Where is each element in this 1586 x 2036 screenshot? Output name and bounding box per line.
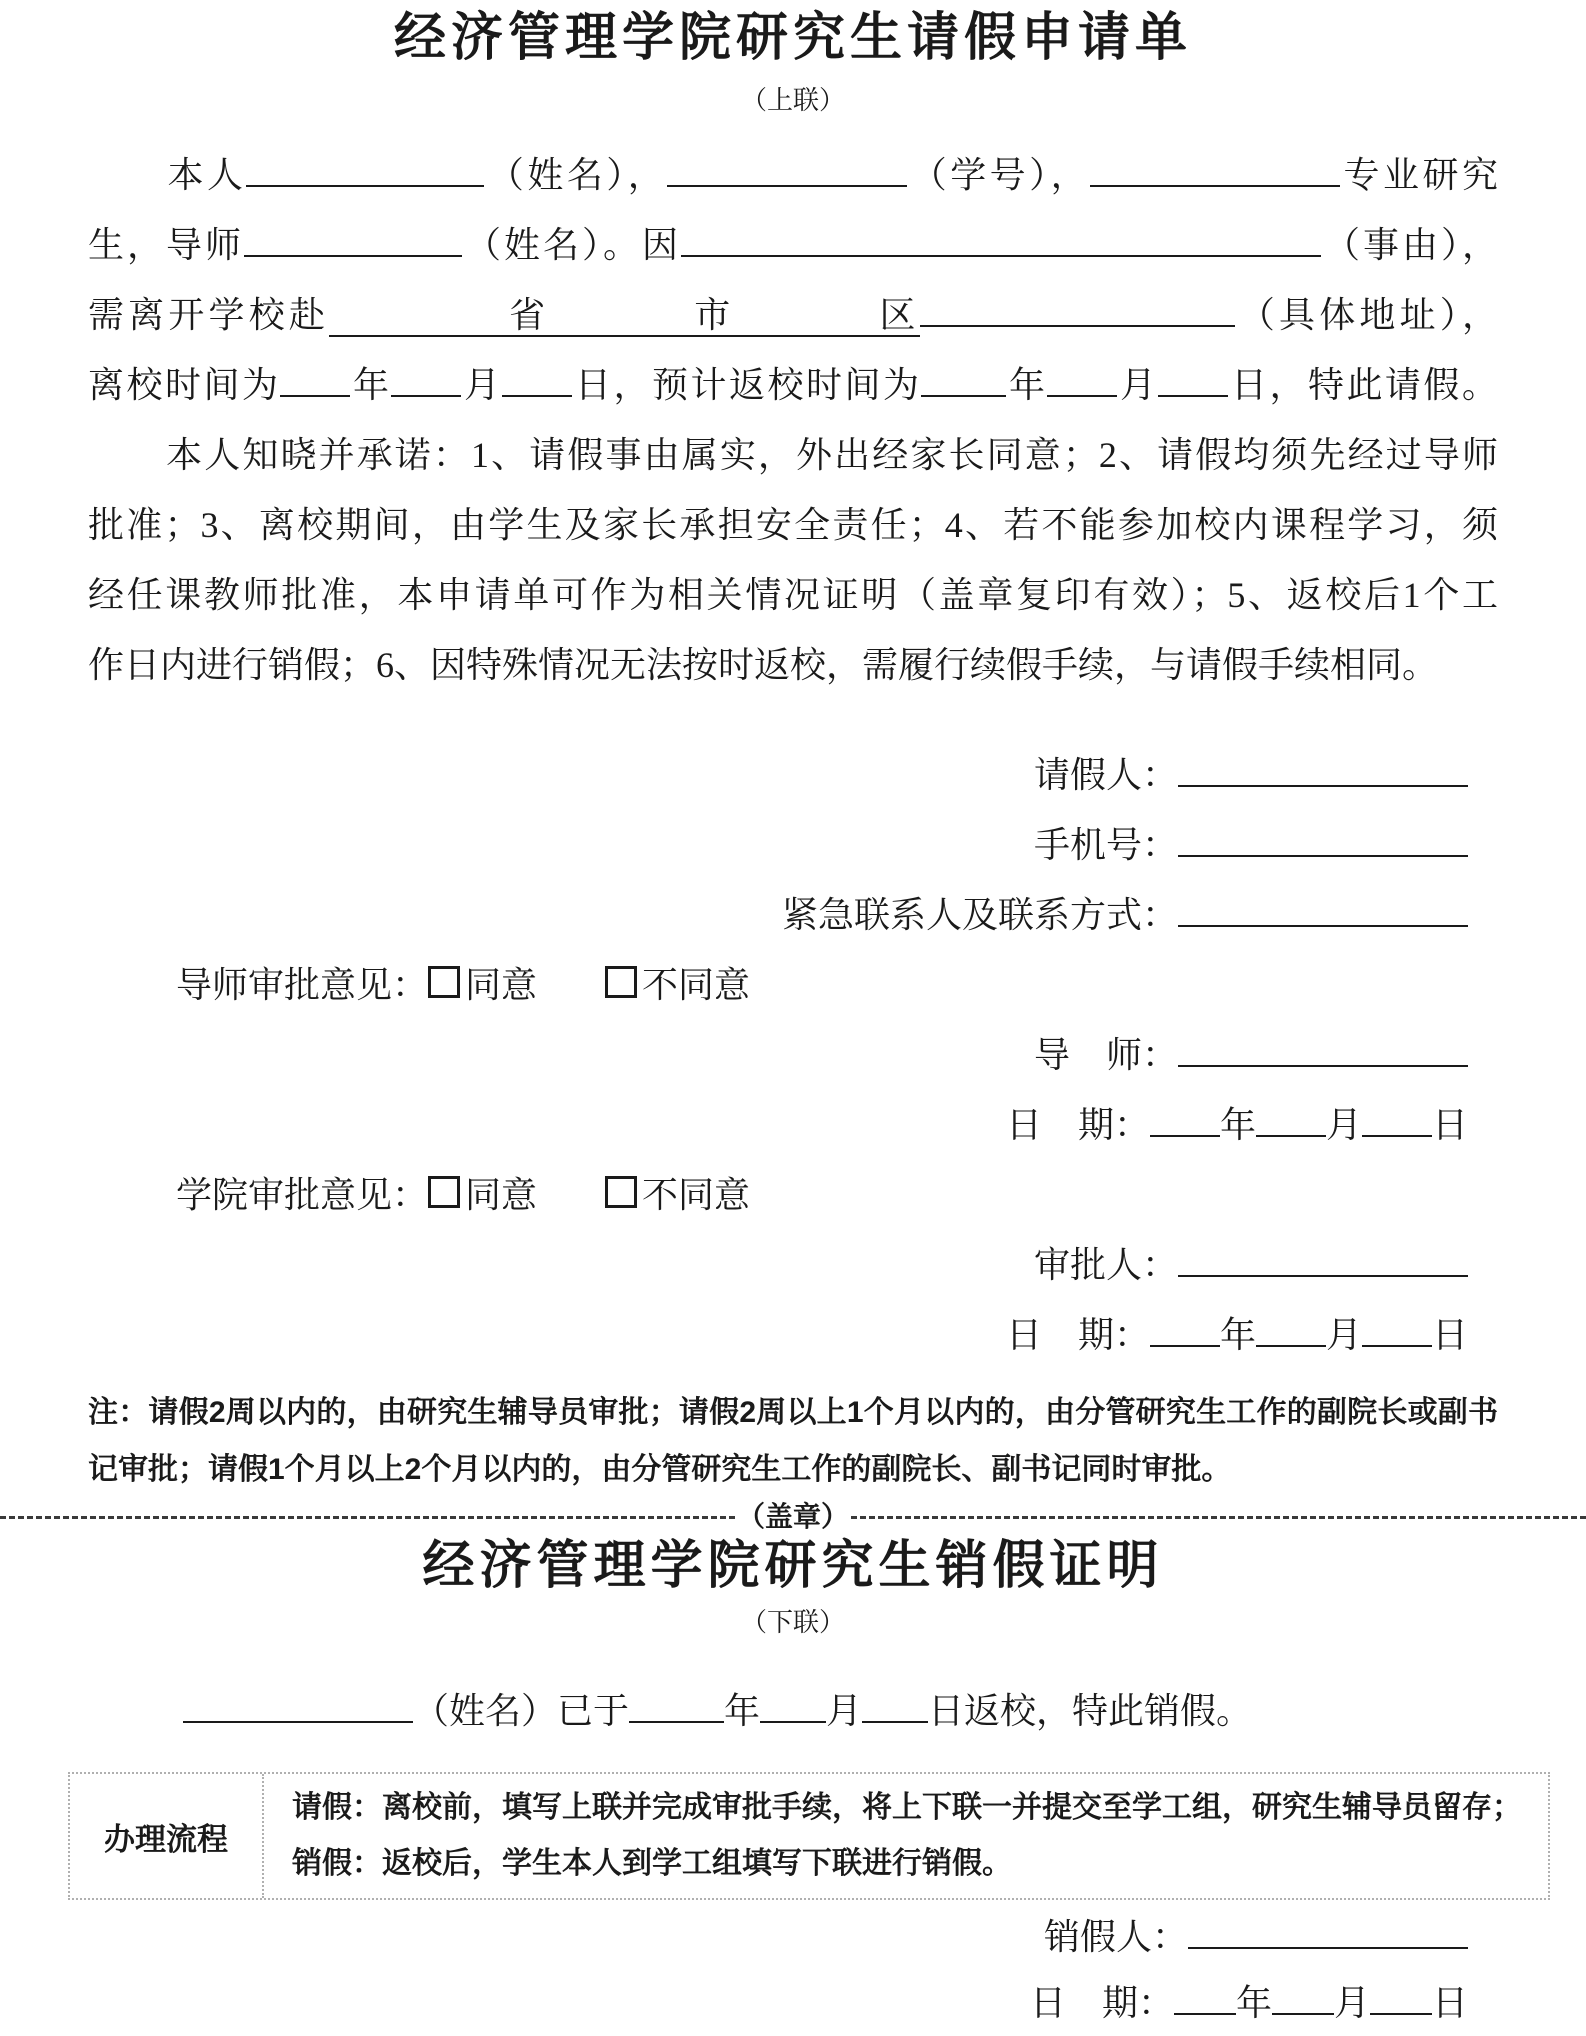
return-year-blank[interactable]: [921, 361, 1006, 397]
return-tail: 日返校，特此销假。: [928, 1691, 1253, 1731]
seal-label: （盖章）: [737, 1501, 850, 1532]
leave-month-blank[interactable]: [391, 361, 461, 397]
college-signature-row: [88, 1230, 1498, 1300]
phone-row: [88, 810, 1498, 880]
cancel-day: 日: [1431, 1983, 1468, 2023]
major-blank[interactable]: [1090, 151, 1340, 187]
return-month: 月: [826, 1691, 863, 1731]
college-date-year-blank[interactable]: [1150, 1311, 1220, 1347]
cancel-year: 年: [1235, 1983, 1272, 2023]
cancel-day-blank[interactable]: [1370, 1979, 1432, 2015]
mentor-date-day: 日: [1431, 1105, 1468, 1145]
lower-form-subtitle: （下联）: [740, 1608, 845, 1637]
dashed-line-right: [851, 1516, 1586, 1519]
return-year-blank[interactable]: [629, 1687, 724, 1723]
applicant-signature-blank[interactable]: [1178, 751, 1468, 787]
return-year: 年: [724, 1691, 761, 1731]
mentor-date-month-blank[interactable]: [1256, 1101, 1326, 1137]
process-line-1: 请假：离校前，填写上联并完成审批手续，将上下联一并提交至学工组，研究生辅导员留存；: [292, 1791, 1522, 1824]
note-line-1: [88, 1384, 1498, 1441]
upper-form-subtitle: （上联）: [740, 86, 845, 115]
text-destination-lead: 需离开学校赴: [88, 295, 330, 335]
info-line-4: [88, 350, 1498, 420]
return-day-blank[interactable]: [862, 1687, 928, 1723]
text-address-hint: （具体地址），: [1234, 295, 1498, 335]
text-year-2: 年: [1006, 365, 1048, 405]
mentor-agree-checkbox[interactable]: [428, 966, 460, 998]
mentor-date-label: 日 期：: [1005, 1105, 1150, 1145]
emergency-contact-label: 紧急联系人及联系方式：: [781, 895, 1178, 935]
upper-form-title: 经济管理学院研究生请假申请单: [393, 10, 1192, 67]
note-text-2: 记审批；请假1个月以上2个月以内的，由分管研究生工作的副院长、副书记同时审批。: [88, 1453, 1232, 1486]
mentor-date-day-blank[interactable]: [1362, 1101, 1432, 1137]
text-district: 区: [879, 295, 920, 335]
return-name-hint: （姓名）已于: [413, 1691, 630, 1731]
mentor-name-blank[interactable]: [244, 221, 462, 257]
signature-approval-block: [88, 740, 1498, 1370]
college-agree-label: 同意: [465, 1175, 538, 1215]
mentor-disagree-label: 不同意: [642, 965, 751, 1005]
promise-text-4: 作日内进行销假；6、因特殊情况无法按时返校，需履行续假手续，与请假手续相同。: [88, 645, 1439, 685]
text-name-hint: （姓名），: [484, 155, 668, 195]
college-date-day: 日: [1431, 1315, 1468, 1355]
info-line-2: [88, 210, 1498, 280]
text-leave-time-lead: 离校时间为: [88, 365, 281, 405]
phone-label: 手机号：: [1033, 825, 1178, 865]
process-box: [68, 1772, 1550, 1900]
return-day-blank[interactable]: [1158, 361, 1228, 397]
mentor-date-month: 月: [1325, 1105, 1362, 1145]
promise-text-1: 本人知晓并承诺：1、请假事由属实，外出经家长同意；2、请假均须先经过导师: [164, 435, 1498, 475]
text-mentor-hint: （姓名）。因: [462, 225, 681, 265]
college-signature-blank[interactable]: [1178, 1241, 1468, 1277]
dashed-line-left: [0, 1516, 735, 1519]
emergency-contact-blank[interactable]: [1178, 891, 1468, 927]
college-date-month-blank[interactable]: [1256, 1311, 1326, 1347]
leave-year-blank[interactable]: [280, 361, 350, 397]
info-line-1: [88, 140, 1498, 210]
approval-note: [88, 1384, 1498, 1498]
promise-line-2: [88, 490, 1498, 560]
promise-line-4: [88, 630, 1498, 700]
college-disagree-label: 不同意: [642, 1175, 751, 1215]
mentor-date-row: [88, 1090, 1498, 1160]
return-statement-line: [88, 1676, 1498, 1746]
cancel-date-label: 日 期：: [1029, 1983, 1174, 2023]
text-month-2: 月: [1117, 365, 1159, 405]
text-month-1: 月: [461, 365, 503, 405]
process-box-text: [264, 1774, 1548, 1898]
cancel-year-blank[interactable]: [1174, 1979, 1236, 2015]
canceller-signature-blank[interactable]: [1188, 1913, 1468, 1949]
cut-line: [0, 1500, 1586, 1534]
province-blank[interactable]: [329, 295, 549, 337]
applicant-info-paragraph: [88, 140, 1498, 420]
college-date-label: 日 期：: [1005, 1315, 1150, 1355]
text-year-1: 年: [350, 365, 392, 405]
mentor-agree-label: 同意: [465, 965, 538, 1005]
student-id-blank[interactable]: [667, 151, 907, 187]
promise-line-3: [88, 560, 1498, 630]
cancel-signature-block: [88, 1904, 1498, 2036]
text-city: 市: [694, 295, 735, 335]
mentor-approval-label: 导师审批意见：: [176, 965, 429, 1005]
college-approval-row: [88, 1160, 1498, 1230]
college-date-row: [88, 1300, 1498, 1370]
mentor-signer-label: 导 师：: [1033, 1035, 1178, 1075]
lower-form-title: 经济管理学院研究生销假证明: [422, 1538, 1164, 1595]
college-approval-label: 学院审批意见：: [176, 1175, 429, 1215]
college-date-month: 月: [1325, 1315, 1362, 1355]
mentor-signature-blank[interactable]: [1178, 1031, 1468, 1067]
leave-day-blank[interactable]: [502, 361, 572, 397]
applicant-label: 请假人：: [1033, 755, 1178, 795]
district-blank[interactable]: [734, 295, 919, 337]
text-major: 专业研究: [1340, 155, 1498, 195]
cancel-month-blank[interactable]: [1272, 1979, 1334, 2015]
text-return-time-lead: 日，预计返校时间为: [572, 365, 922, 405]
return-name-blank[interactable]: [183, 1687, 413, 1723]
note-line-2: [88, 1441, 1498, 1498]
text-mentor-lead: 生，导师: [88, 225, 244, 265]
text-self: 本人: [164, 155, 247, 195]
text-closing: 日，特此请假。: [1228, 365, 1498, 405]
promise-paragraph: [88, 420, 1498, 700]
text-reason-hint: （事由），: [1320, 225, 1498, 265]
mentor-disagree-checkbox[interactable]: [605, 966, 637, 998]
info-line-3: [88, 280, 1498, 350]
reason-blank[interactable]: [681, 221, 1321, 257]
mentor-approval-row: [88, 950, 1498, 1020]
cancel-date-row: [88, 1970, 1498, 2036]
college-signer-label: 审批人：: [1033, 1245, 1178, 1285]
promise-line-1: [88, 420, 1498, 490]
promise-text-3: 经任课教师批准，本申请单可作为相关情况证明（盖章复印有效）；5、返校后1个工: [88, 575, 1498, 615]
address-blank[interactable]: [920, 291, 1235, 327]
mentor-date-year-blank[interactable]: [1150, 1101, 1220, 1137]
canceller-signature-row: [88, 1904, 1498, 1970]
college-date-day-blank[interactable]: [1362, 1311, 1432, 1347]
college-agree-checkbox[interactable]: [428, 1176, 460, 1208]
emergency-contact-row: [88, 880, 1498, 950]
mentor-date-year: 年: [1219, 1105, 1256, 1145]
city-blank[interactable]: [549, 295, 734, 337]
phone-blank[interactable]: [1178, 821, 1468, 857]
return-month-blank[interactable]: [760, 1687, 826, 1723]
process-line-2: 销假：返校后，学生本人到学工组填写下联进行销假。: [292, 1847, 1012, 1880]
college-disagree-checkbox[interactable]: [605, 1176, 637, 1208]
college-date-year: 年: [1219, 1315, 1256, 1355]
applicant-signature-row: [88, 740, 1498, 810]
canceller-label: 销假人：: [1043, 1917, 1188, 1957]
name-blank[interactable]: [246, 151, 484, 187]
text-id-hint: （学号），: [907, 155, 1091, 195]
promise-text-2: 批准；3、离校期间，由学生及家长承担安全责任；4、若不能参加校内课程学习，须: [88, 505, 1498, 545]
text-province: 省: [509, 295, 550, 335]
note-text-1: 注：请假2周以内的，由研究生辅导员审批；请假2周以上1个月以内的，由分管研究生工作的副院长或副书: [88, 1396, 1498, 1429]
return-month-blank[interactable]: [1047, 361, 1117, 397]
cancel-month: 月: [1333, 1983, 1370, 2023]
mentor-signature-row: [88, 1020, 1498, 1090]
process-box-label: 办理流程: [70, 1774, 264, 1898]
